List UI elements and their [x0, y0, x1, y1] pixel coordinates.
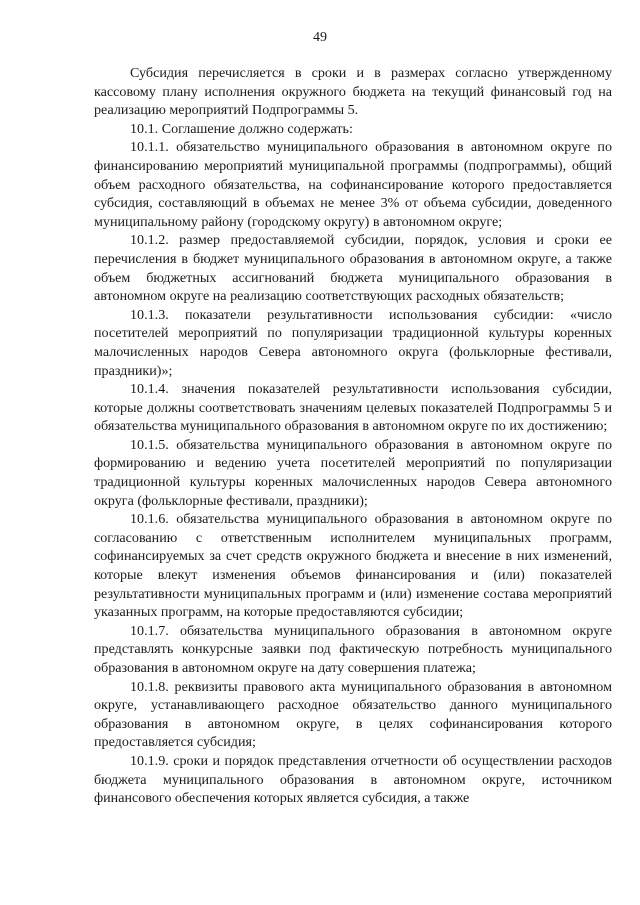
paragraph-10-1-7: 10.1.7. обязательства муниципального образования в автономном округе представлять конкурсные заявки под фактическую потребность муниципального образования в автономном округе на дату совершения платежа;: [94, 622, 612, 676]
document-body: [94, 64, 612, 808]
paragraph-subsidy-transfer: Субсидия перечисляется в сроки и в размерах согласно утвержденному кассовому плану исполнения окружного бюджета на текущий финансовый год на реализацию мероприятий Подпрограммы 5.: [94, 65, 612, 119]
paragraph-10-1-3: 10.1.3. показатели результативности использования субсидии: «число посетителей мероприятий по популяризации традиционной культуры коренных малочисленных народов Севера автономного округа (фольклорные фестивали, праздники)»;: [94, 306, 612, 379]
paragraph-10-1-6: 10.1.6. обязательства муниципального образования в автономном округе по согласованию с ответственным исполнителем муниципальных программ, софинансируемых за счет средств окружного бюджета и внесение в них изменений, которые влекут изменения объемов финансирования и (или) показателей результативности муниципальных программ и (или) изменение состава мероприятий указанных программ, на которые предоставляются субсидии;: [94, 511, 612, 621]
paragraph-10-1-9: 10.1.9. сроки и порядок представления отчетности об осуществлении расходов бюджета муниципального образования в автономном округе, источником финансового обеспечения которых является субсидия, а также: [94, 752, 612, 807]
paragraph-10-1-8: 10.1.8. реквизиты правового акта муниципального образования в автономном округе, устанавливающего расходное обязательство данного муниципального образования в автономном округе, в целях софинансирования которого предоставляется субсидия;: [94, 678, 612, 751]
paragraph-10-1-4: 10.1.4. значения показателей результативности использования субсидии, которые должны соответствовать значениям целевых показателей Подпрограммы 5 и обязательства муниципального образования в автономном округе по их достижению;: [94, 381, 612, 435]
paragraph-10-1-2: 10.1.2. размер предоставляемой субсидии, порядок, условия и сроки ее перечисления в бюджет муниципального образования в автономном округе, а также объем бюджетных ассигнований бюджета муниципального образования в автономном округе на реализацию соответствующих расходных обязательств;: [94, 232, 612, 305]
page-number: 49: [313, 30, 327, 45]
paragraph-10-1-5: 10.1.5. обязательства муниципального образования в автономном округе по формированию и ведению учета посетителей мероприятий по популяризации традиционной культуры коренных малочисленных народов Севера автономного округа (фольклорные фестивали, праздники);: [94, 436, 612, 509]
paragraph-10-1: 10.1. Соглашение должно содержать:: [130, 120, 353, 137]
paragraph-10-1-1: 10.1.1. обязательство муниципального образования в автономном округе по финансированию мероприятий муниципальной программы (подпрограммы), общий объем расходного обязательства, на софинансирование которого предоставляется субсидия, составляющий в объемах не менее 3% от объема субсидии, доведенного муниципальному району (городскому округу) в автономном округе;: [94, 139, 612, 230]
